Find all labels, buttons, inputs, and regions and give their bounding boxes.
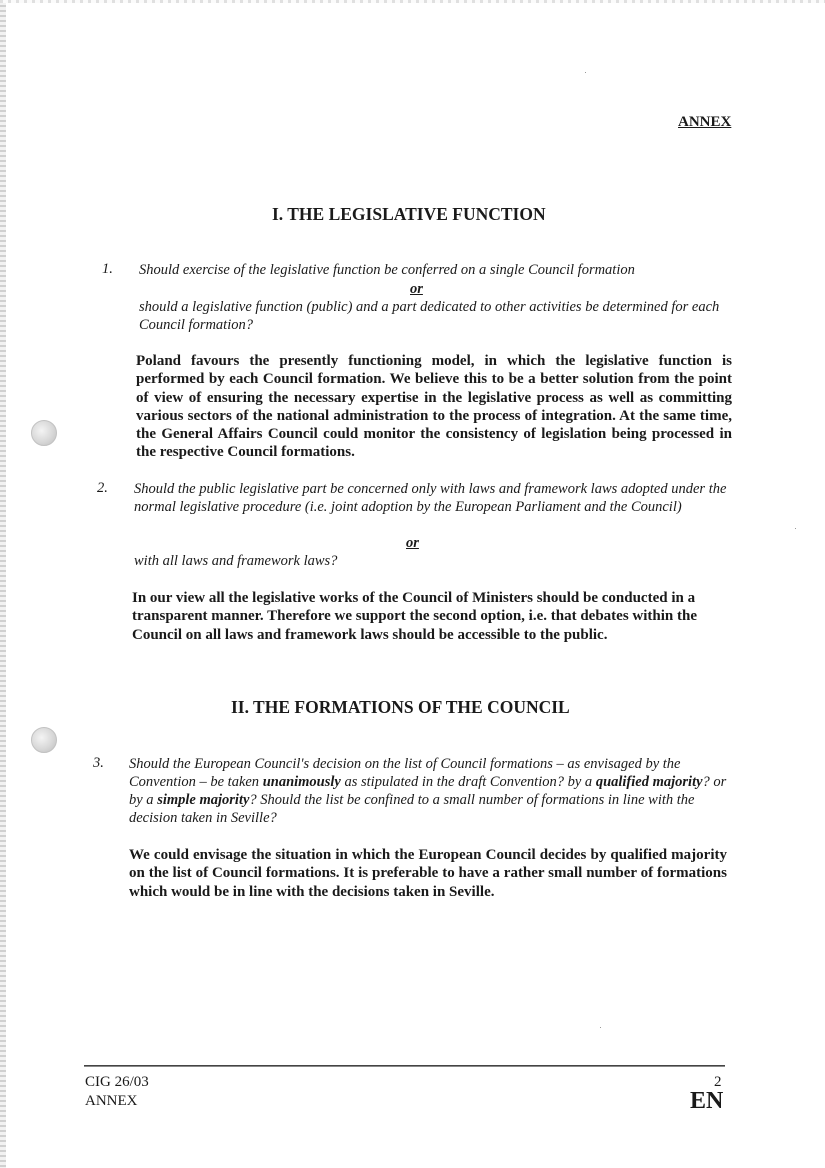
question-segment: ? Should the list be confined to a small number of formations in line with the decision taken in Seville? [129, 792, 695, 826]
answer-text: We could envisage the situation in which the European Council decides by qualified majority on the list of Council formations. It is preferable to have a rather small number of formations which would be in line with the decisions taken in Seville. [129, 847, 727, 900]
or-separator: or [410, 281, 423, 297]
question-text: Should exercise of the legislative function be conferred on a single Council formation [139, 262, 635, 278]
page-number: 2 [714, 1074, 722, 1090]
emphasis-qualified-majority: qualified majority [595, 774, 703, 790]
doc-reference: CIG 26/03 [85, 1074, 149, 1090]
scan-speck [600, 1027, 601, 1028]
question-text [129, 755, 729, 827]
doc-part-label: ANNEX [85, 1093, 138, 1109]
question-segment: as stipulated in the draft Convention? by a [340, 774, 596, 790]
emphasis-unanimously: unanimously [262, 774, 341, 790]
item-number: 2. [97, 480, 108, 496]
answer-text: In our view all the legislative works of the Council of Ministers should be conducted in a transparent manner. Therefore we support the second option, i.e. that debates within the Council on all laws and framework laws should be accessible to the public. [132, 590, 698, 643]
question-segment: ? or by a [129, 774, 727, 808]
language-code: EN [690, 1088, 724, 1114]
scan-page-edge [0, 0, 6, 1168]
question-text: Should the public legislative part be concerned only with laws and framework laws adopted under the normal legislative procedure (i.e. joint adoption by the European Parliament and the Council) [134, 481, 727, 515]
section-heading: II. THE FORMATIONS OF THE COUNCIL [231, 697, 570, 717]
emphasis-simple-majority: simple majority [157, 792, 250, 808]
punch-hole-lower [31, 727, 57, 753]
item-number: 1. [102, 261, 113, 277]
punch-hole-upper [31, 420, 57, 446]
scan-speck [585, 72, 586, 73]
or-separator: or [406, 535, 419, 551]
question-segment: Should the European Council's decision on the list of Council formations – as envisaged by the Convention – be taken [129, 756, 681, 790]
annex-label: ANNEX [678, 114, 732, 130]
question-text: with all laws and framework laws? [134, 553, 338, 569]
scan-speck [795, 528, 796, 529]
answer-text: Poland favours the presently functioning model, in which the legislative function is performed by each Council formation. We believe this to be a better solution from the point of view of ensuring the necessary expertise in the legislative process as well as committing various sectors of the national administration to the process of integration. At the same time, the General Affairs Council could monitor the consistency of legislation being processed in the respective Council formations. [136, 353, 732, 461]
question-text: should a legislative function (public) and a part dedicated to other activities be determined for each Council formation? [139, 299, 720, 333]
item-number: 3. [93, 755, 104, 771]
section-heading: I. THE LEGISLATIVE FUNCTION [272, 204, 546, 224]
scan-top-edge [0, 0, 825, 3]
footer-rule [84, 1065, 725, 1067]
